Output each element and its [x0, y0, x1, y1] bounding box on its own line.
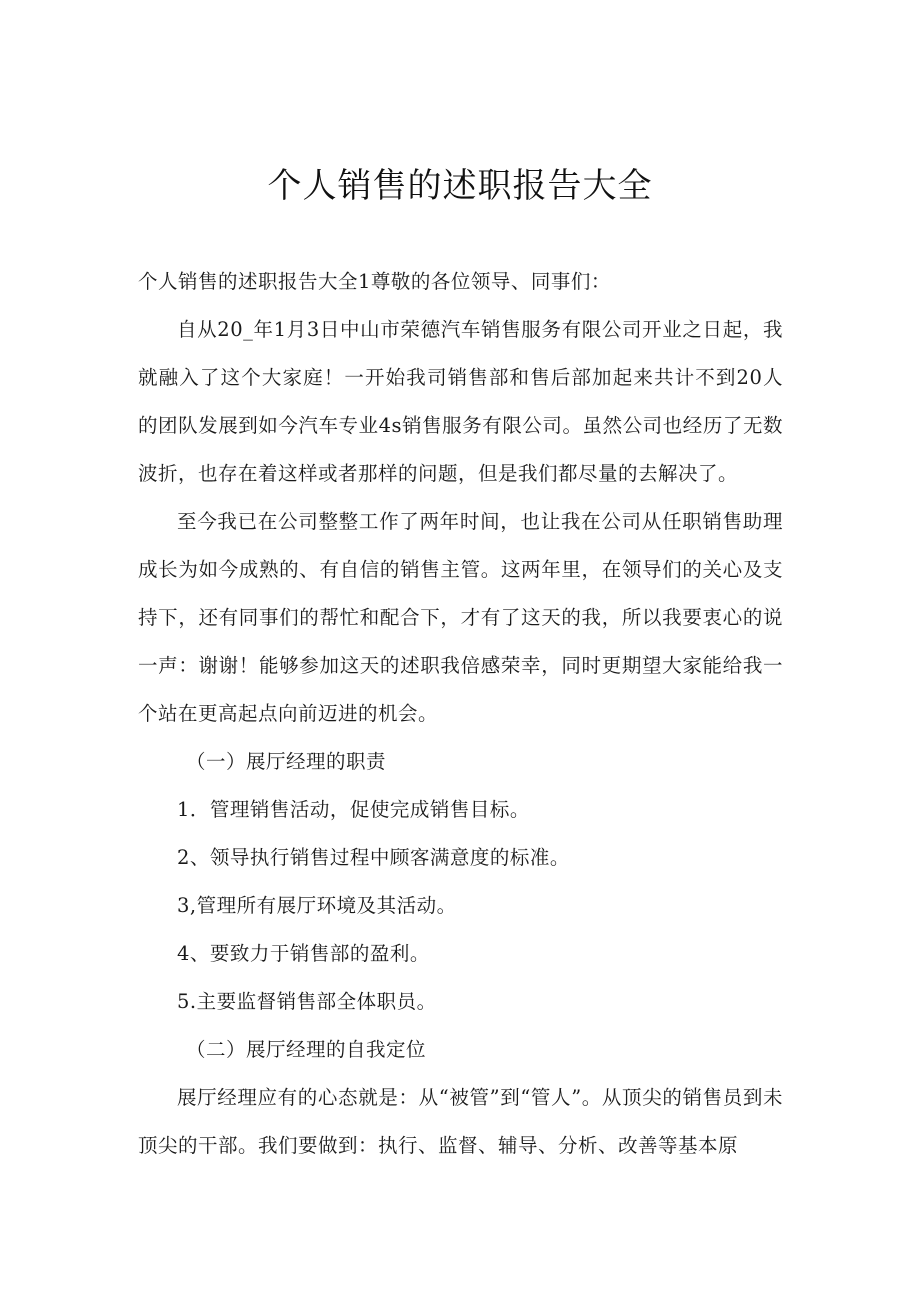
duty-item-4: 4、要致力于销售部的盈利。 — [177, 942, 430, 965]
paragraph-company-history: 自从20_年1月3日中山市荣德汽车销售服务有限公司开业之日起，我就融入了这个大家庭！一开始我司销售部和售后部加起来共计不到20人的团队发展到如今汽车专业4s销售服务有限公司。虽然公司也经历了无数波折，也存在着这样或者那样的问题，但是我们都尽量的去解决了。 — [138, 318, 783, 485]
section-heading-self-positioning: （二）展厅经理的自我定位 — [186, 1038, 427, 1061]
salutation-paragraph: 个人销售的述职报告大全1尊敬的各位领导、同事们： — [138, 270, 611, 293]
document-body — [138, 258, 783, 1170]
duty-item-3: 3,管理所有展厅环境及其活动。 — [177, 894, 457, 917]
document-title: 个人销售的述职报告大全 — [267, 166, 653, 206]
paragraph-personal-growth: 至今我已在公司整整工作了两年时间，也让我在公司从任职销售助理成长为如今成熟的、有自信的销售主管。这两年里，在领导们的关心及支持下，还有同事们的帮忙和配合下，才有了这天的我，所以我要衷心的说一声：谢谢！能够参加这天的述职我倍感荣幸，同时更期望大家能给我一个站在更高起点向前迈进的机会。 — [138, 510, 783, 725]
paragraph-mindset: 展厅经理应有的心态就是：从“被管”到“管人”。从顶尖的销售员到未顶尖的干部。我们要做到：执行、监督、辅导、分析、改善等基本原 — [138, 1086, 783, 1157]
duty-item-5: 5.主要监督销售部全体职员。 — [177, 990, 437, 1013]
duty-item-1: 1．管理销售活动，促使完成销售目标。 — [177, 798, 530, 821]
section-heading-duties: （一）展厅经理的职责 — [186, 750, 387, 773]
duty-item-2: 2、领导执行销售过程中顾客满意度的标准。 — [177, 846, 570, 869]
